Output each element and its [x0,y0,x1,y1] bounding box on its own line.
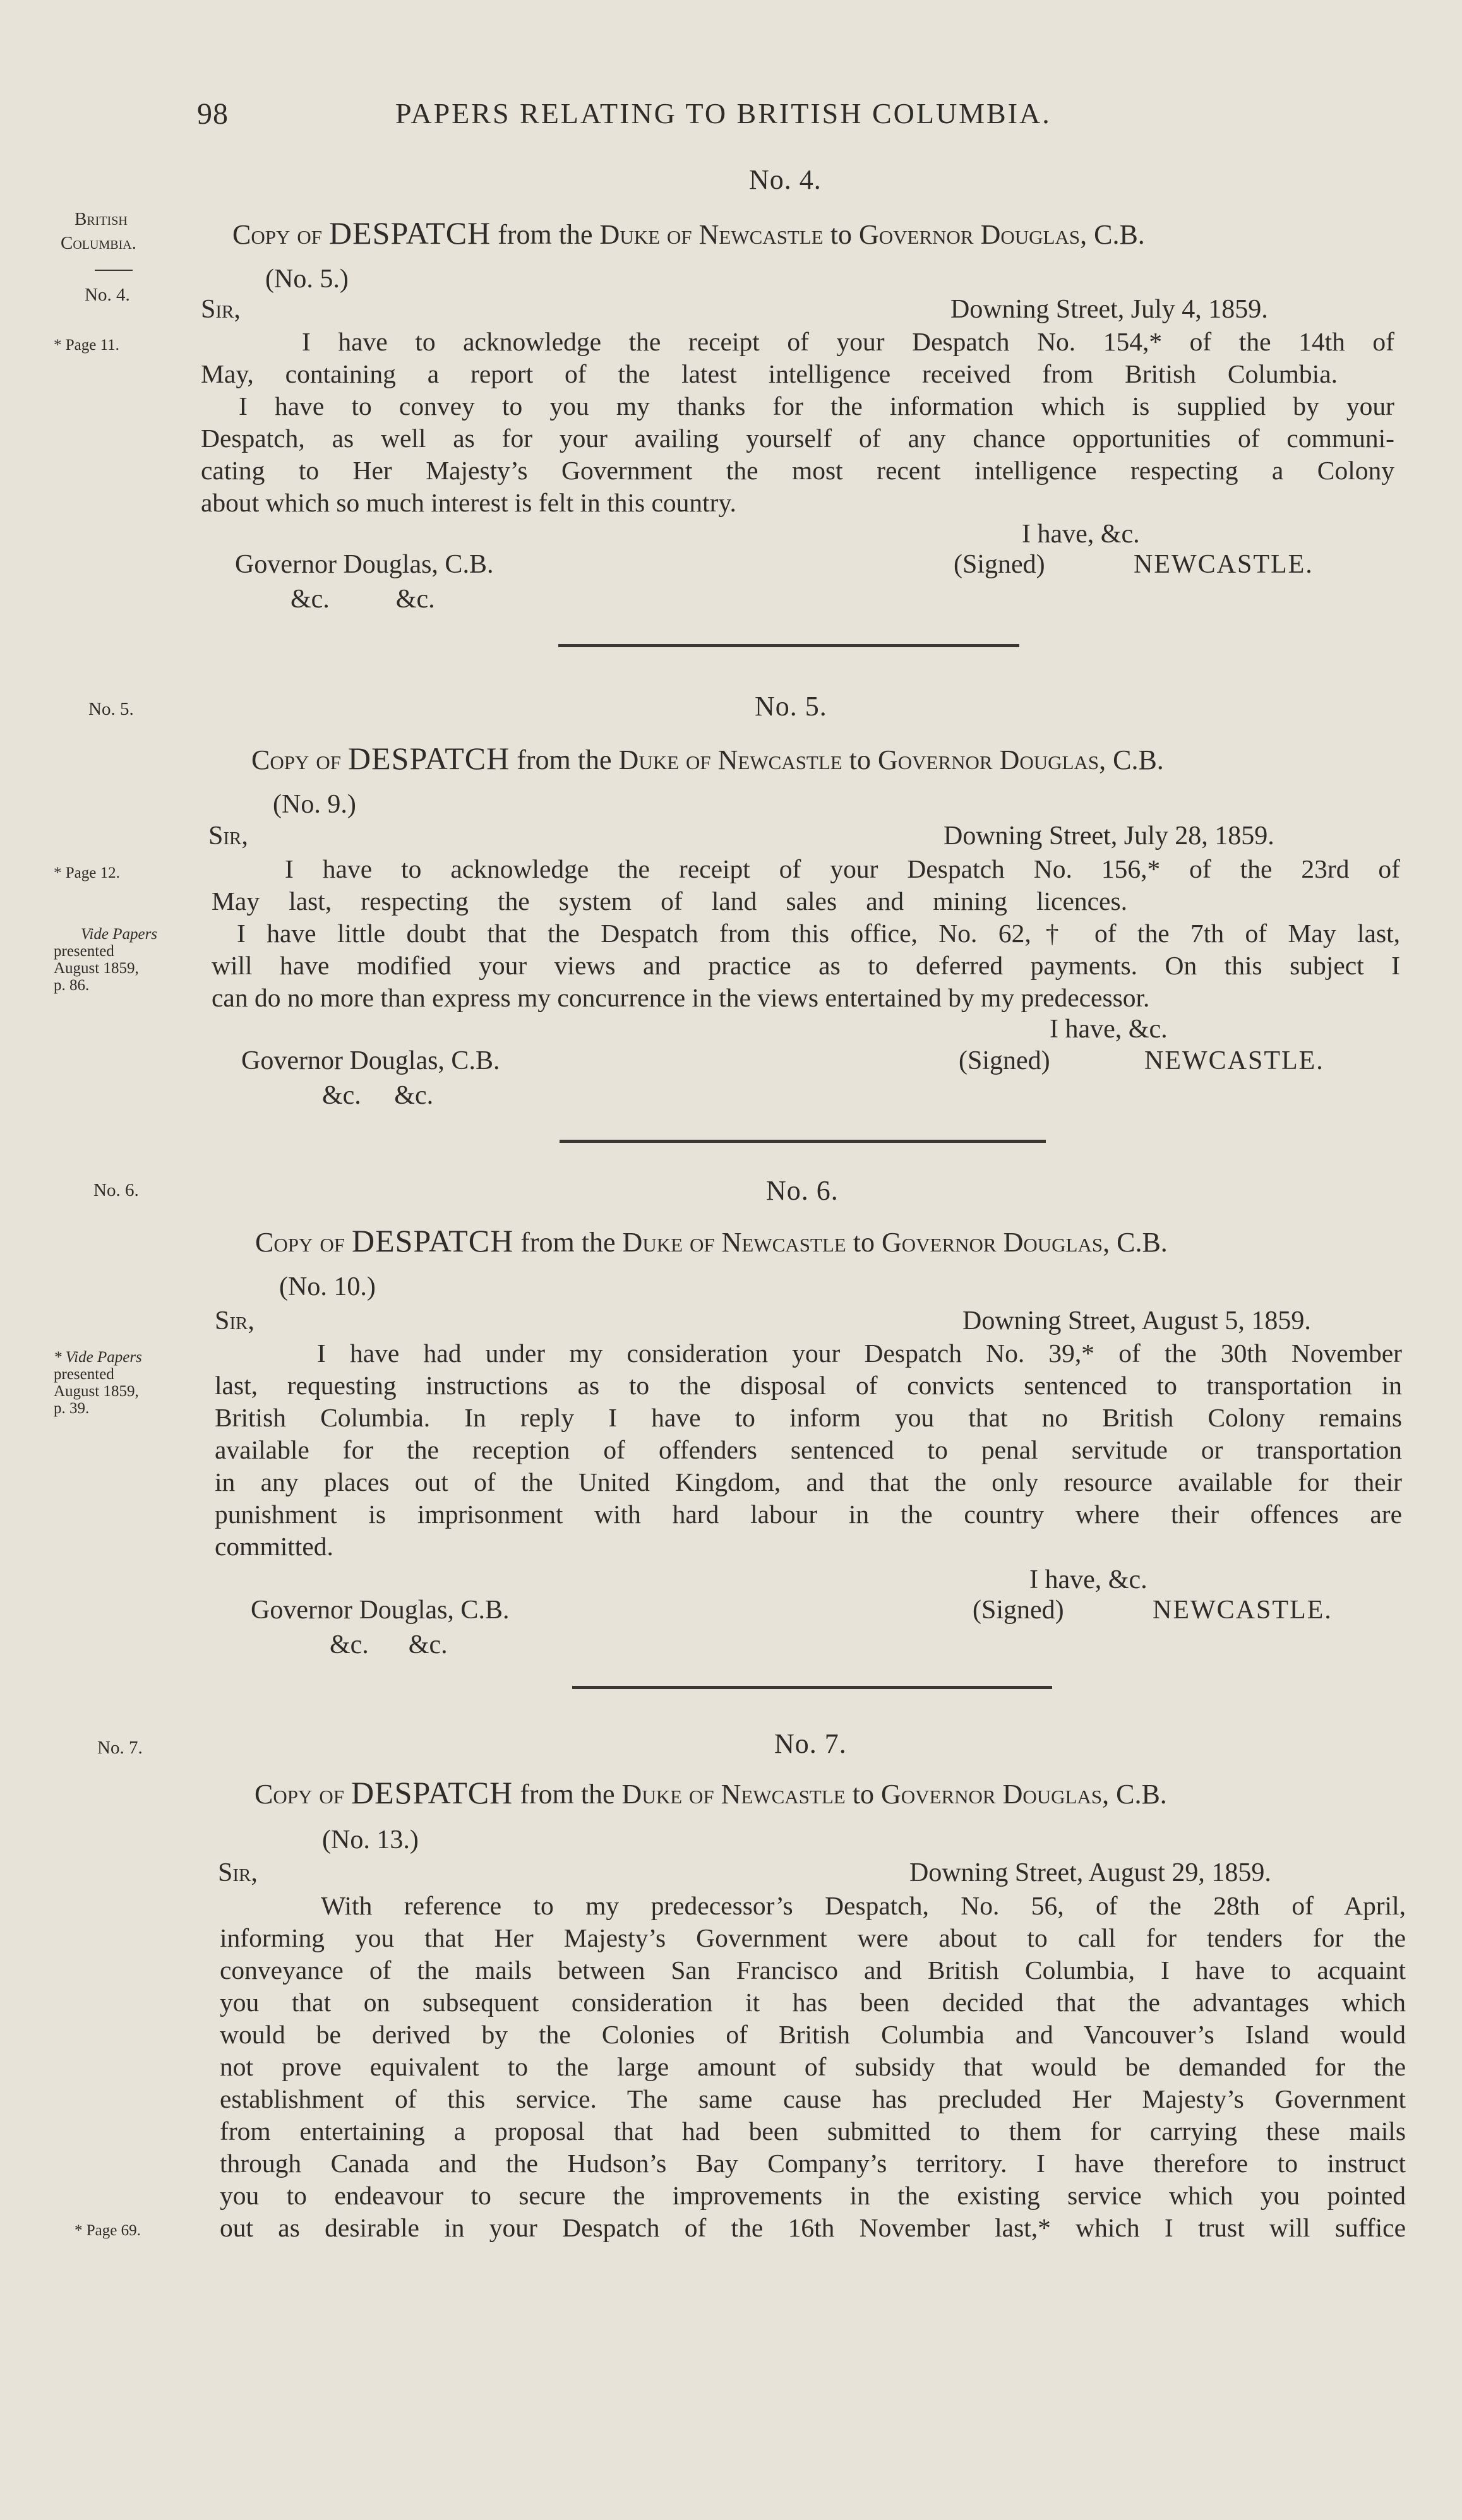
body-line: can do no more than express my concurrence in the views entertained by my predecessor. [212,983,1150,1012]
salutation: Sir, [218,1858,258,1887]
body-line: I have to acknowledge the receipt of your Despatch No. 154,* of the 14th of [302,327,1394,356]
despatch-sub-number: (No. 9.) [273,790,356,819]
despatch-date: Downing Street, August 29, 1859. [909,1858,1271,1887]
body-line: will have modified your views and practice as to deferred payments. On this subject I [212,951,1400,980]
despatch-heading: Copy of DESPATCH from the Duke of Newcastle to Governor Douglas, C.B. [251,741,1164,776]
salutation: Sir, [215,1306,255,1335]
body-line: British Columbia. In reply I have to inform you that no British Colony remains [215,1403,1402,1432]
addressee-etc: &c. &c. [291,585,435,614]
despatch-number: No. 6. [766,1175,839,1206]
body-line: I have had under my consideration your Despatch No. 39,* of the 30th November [317,1339,1402,1368]
body-line: I have little doubt that the Despatch from this office, No. 62,† of the 7th of May last, [237,919,1400,948]
signed-label: (Signed) [973,1596,1064,1625]
margin-note: August 1859, [54,960,139,977]
body-line: committed. [215,1532,333,1561]
despatch-number: No. 7. [774,1728,847,1759]
body-line: informing you that Her Majesty’s Government were about to call for tenders for the [220,1923,1406,1952]
margin-note: August 1859, [54,1383,139,1400]
despatch-number: No. 4. [749,164,822,195]
closing: I have, &c. [1029,1565,1147,1594]
closing: I have, &c. [1022,520,1140,549]
section-divider [572,1686,1052,1689]
margin-note: p. 39. [54,1400,90,1417]
salutation: Sir, [208,821,248,851]
body-line: May, containing a report of the latest intelligence received from British Columbia. [201,359,1338,388]
body-line: I have to convey to you my thanks for the information which is supplied by your [239,391,1394,421]
body-line: about which so much interest is felt in this country. [201,488,736,517]
margin-despatch-number: No. 5. [88,699,134,719]
signer: NEWCASTLE. [1144,1046,1324,1075]
body-line: cating to Her Majesty’s Government the most recent intelligence respecting a Colony [201,456,1394,485]
margin-despatch-number: No. 4. [85,285,130,305]
closing: I have, &c. [1050,1015,1168,1044]
addressee: Governor Douglas, C.B. [241,1046,500,1075]
addressee-etc: &c. &c. [322,1081,434,1110]
despatch-sub-number: (No. 13.) [322,1825,419,1854]
signer: NEWCASTLE. [1153,1596,1333,1625]
body-line: I have to acknowledge the receipt of your Despatch No. 156,* of the 23rd of [285,854,1400,883]
body-line: you to endeavour to secure the improvements in the existing service which you pointed [220,2181,1406,2210]
margin-note: * Vide Papers [54,1349,142,1366]
section-divider [560,1140,1046,1143]
side-heading-british: British [75,209,128,229]
body-line: out as desirable in your Despatch of the 16th November last,* which I trust will suffice [220,2213,1406,2242]
despatch-heading: Copy of DESPATCH from the Duke of Newcastle to Governor Douglas, C.B. [232,215,1145,251]
despatch-heading: Copy of DESPATCH from the Duke of Newcastle to Governor Douglas, C.B. [255,1775,1167,1810]
despatch-sub-number: (No. 10.) [279,1272,376,1301]
section-divider [558,644,1019,647]
signed-label: (Signed) [959,1046,1050,1075]
despatch-heading: Copy of DESPATCH from the Duke of Newcastle to Governor Douglas, C.B. [255,1223,1168,1258]
body-line: last, requesting instructions as to the disposal of convicts sentenced to transportation in [215,1371,1402,1400]
side-heading-columbia: Columbia. [61,233,136,253]
page-number: 98 [197,97,229,131]
addressee: Governor Douglas, C.B. [235,550,494,579]
margin-note: * Page 11. [54,337,119,354]
margin-despatch-number: No. 6. [93,1180,139,1200]
salutation: Sir, [201,295,241,324]
margin-note: * Page 12. [54,864,120,881]
body-line: establishment of this service. The same cause has precluded Her Majesty’s Government [220,2084,1406,2113]
margin-note: Vide Papers [81,926,158,943]
body-line: conveyance of the mails between San Francisco and British Columbia, I have to acquaint [220,1956,1406,1985]
despatch-sub-number: (No. 5.) [265,265,349,294]
body-line: available for the reception of offenders sentenced to penal servitude or transportation [215,1435,1402,1464]
body-line: from entertaining a proposal that had been submitted to them for carrying these mails [220,2117,1406,2146]
despatch-date: Downing Street, July 28, 1859. [944,821,1274,851]
margin-note: presented [54,1366,114,1383]
signer: NEWCASTLE. [1134,550,1314,579]
margin-note: p. 86. [54,977,90,994]
running-title: PAPERS RELATING TO BRITISH COLUMBIA. [395,97,1052,129]
body-line: not prove equivalent to the large amount of subsidy that would be demanded for the [220,2052,1406,2081]
addressee: Governor Douglas, C.B. [251,1596,510,1625]
body-line: would be derived by the Colonies of British Columbia and Vancouver’s Island would [220,2020,1406,2049]
body-line: punishment is imprisonment with hard labour in the country where their offences are [215,1500,1402,1529]
margin-note: presented [54,943,114,960]
body-line: you that on subsequent consideration it has been decided that the advantages which [220,1988,1406,2017]
margin-note: * Page 69. [75,2222,141,2239]
despatch-date: Downing Street, August 5, 1859. [962,1306,1311,1335]
side-heading-rule [95,270,133,271]
body-line: in any places out of the United Kingdom, and that the only resource available for their [215,1467,1402,1496]
body-line: through Canada and the Hudson’s Bay Company’s territory. I have therefore to instruct [220,2149,1406,2178]
despatch-number: No. 5. [755,691,827,722]
margin-despatch-number: No. 7. [97,1738,143,1758]
body-line: May last, respecting the system of land sales and mining licences. [212,887,1127,916]
body-line: Despatch, as well as for your availing yourself of any chance opportunities of communi- [201,424,1394,453]
signed-label: (Signed) [954,550,1045,579]
body-line: With reference to my predecessor’s Despatch, No. 56, of the 28th of April, [321,1891,1406,1920]
despatch-date: Downing Street, July 4, 1859. [950,295,1268,324]
addressee-etc: &c. &c. [330,1630,448,1659]
